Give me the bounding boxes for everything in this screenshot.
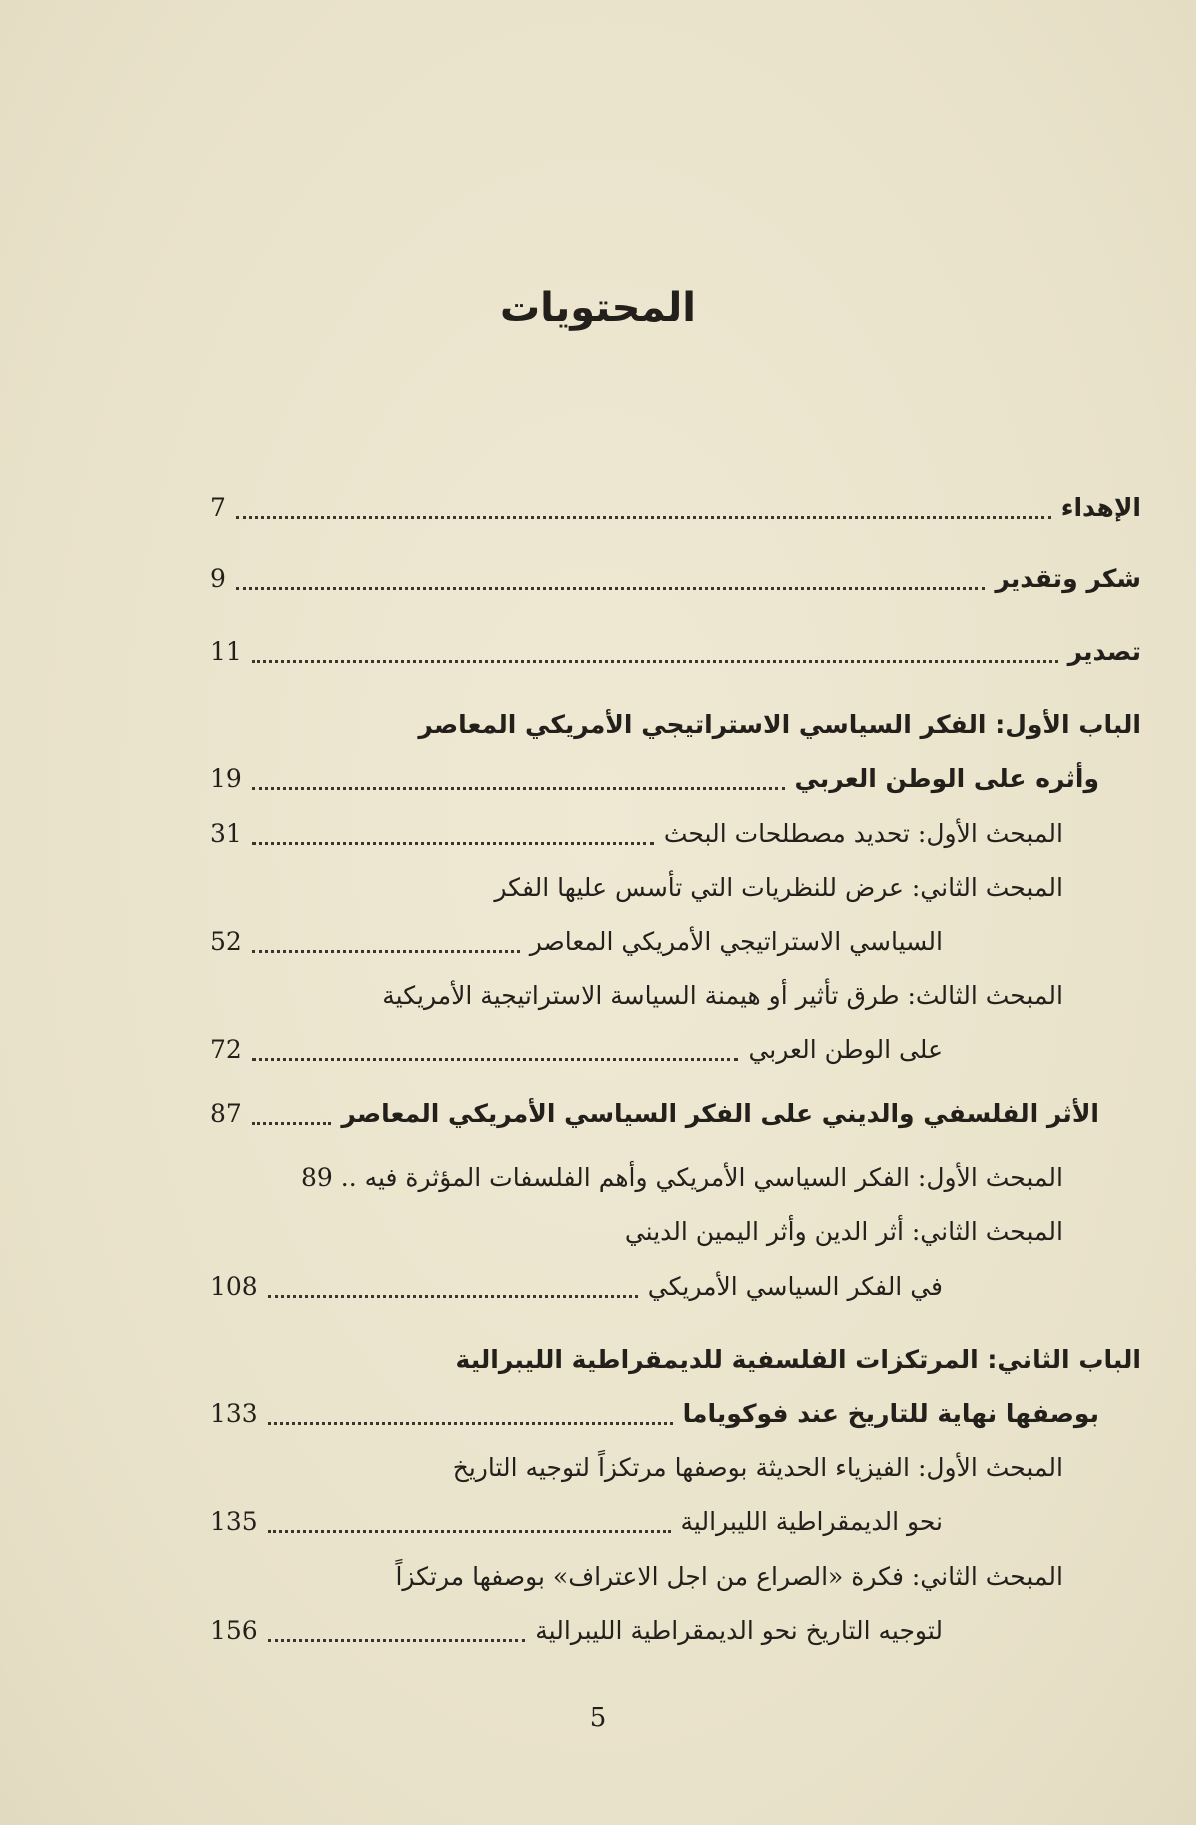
toc-entry bbox=[210, 814, 1063, 854]
toc-entry-title: الأثر الفلسفي والديني على الفكر السياسي الأمريكي المعاصر bbox=[341, 1099, 1099, 1128]
toc-entry-title: المبحث الثالث: طرق تأثير أو هيمنة السياسة الاستراتيجية الأمريكية bbox=[382, 981, 1063, 1010]
toc-entry-title: وأثره على الوطن العربي bbox=[794, 764, 1099, 793]
leader-dots bbox=[252, 1122, 332, 1125]
toc-page-number: 135 bbox=[210, 1507, 258, 1536]
toc-entry-title: المبحث الأول: الفيزياء الحديثة بوصفها مرتكزاً لتوجيه التاريخ bbox=[452, 1453, 1063, 1482]
toc-entry-title: بوصفها نهاية للتاريخ عند فوكوياما bbox=[682, 1399, 1099, 1428]
toc-page-number: 89 bbox=[300, 1163, 333, 1192]
toc-page-number: 7 bbox=[210, 493, 226, 522]
toc-entry bbox=[210, 1158, 1063, 1198]
toc-entry bbox=[210, 1030, 943, 1070]
toc-page-number: 9 bbox=[210, 564, 226, 593]
toc-entry bbox=[210, 488, 1141, 528]
toc-page-number: 108 bbox=[210, 1272, 258, 1301]
toc-entry-title: لتوجيه التاريخ نحو الديمقراطية الليبرالية bbox=[535, 1616, 943, 1645]
leader-dots bbox=[252, 1058, 739, 1061]
toc-entry-title: شكر وتقدير bbox=[995, 564, 1141, 593]
toc-entry bbox=[210, 1502, 943, 1542]
toc-entry bbox=[210, 1094, 1099, 1134]
toc-entry-title: تصدير bbox=[1067, 637, 1141, 666]
toc-entry bbox=[210, 632, 1141, 672]
toc-entry bbox=[210, 559, 1141, 599]
toc-entry bbox=[210, 922, 943, 962]
toc-entry-title: نحو الديمقراطية الليبرالية bbox=[680, 1507, 943, 1536]
leader-dots bbox=[268, 1422, 673, 1425]
toc-page-number: 19 bbox=[210, 764, 242, 793]
leader-dots bbox=[252, 660, 1058, 663]
toc-entry bbox=[210, 1394, 1099, 1434]
toc-page-number: 11 bbox=[210, 637, 242, 666]
leader-dots bbox=[268, 1295, 638, 1298]
toc-entry-title: المبحث الأول: الفكر السياسي الأمريكي وأهم الفلسفات المؤثرة فيه .. bbox=[340, 1163, 1063, 1192]
toc-page-number: 156 bbox=[210, 1616, 258, 1645]
toc-page-number: 31 bbox=[210, 819, 242, 848]
toc-entry-title: المبحث الثاني: أثر الدين وأثر اليمين الديني bbox=[624, 1217, 1063, 1246]
toc-entry bbox=[210, 1611, 943, 1651]
toc-entry-title: الإهداء bbox=[1060, 493, 1141, 522]
toc-entry-title: في الفكر السياسي الأمريكي bbox=[647, 1272, 943, 1301]
leader-dots bbox=[252, 787, 785, 790]
toc-entry bbox=[210, 1267, 943, 1307]
toc-entry bbox=[210, 759, 1099, 799]
toc-page-number: 87 bbox=[210, 1099, 242, 1128]
leader-dots bbox=[268, 1639, 526, 1642]
page-title: المحتويات bbox=[499, 285, 696, 331]
leader-dots bbox=[252, 842, 654, 845]
leader-dots bbox=[252, 950, 520, 953]
toc-page-number: 72 bbox=[210, 1035, 242, 1064]
leader-dots bbox=[236, 587, 985, 590]
toc-entry-title: على الوطن العربي bbox=[748, 1035, 943, 1064]
toc-entry-title: المبحث الثاني: فكرة «الصراع من اجل الاعتراف» بوصفها مرتكزاً bbox=[395, 1562, 1063, 1591]
part-heading: الباب الأول: الفكر السياسي الاستراتيجي الأمريكي المعاصر bbox=[418, 710, 1141, 739]
part-heading: الباب الثاني: المرتكزات الفلسفية للديمقراطية الليبرالية bbox=[455, 1345, 1141, 1374]
leader-dots bbox=[236, 516, 1051, 519]
toc-entry-title: المبحث الثاني: عرض للنظريات التي تأسس عليها الفكر bbox=[494, 873, 1063, 902]
toc-page-number: 133 bbox=[210, 1399, 258, 1428]
page-number: 5 bbox=[589, 1703, 607, 1733]
toc-page-number: 52 bbox=[210, 927, 242, 956]
toc-entry-title: السياسي الاستراتيجي الأمريكي المعاصر bbox=[529, 927, 943, 956]
leader-dots bbox=[268, 1530, 671, 1533]
toc-entry-title: المبحث الأول: تحديد مصطلحات البحث bbox=[663, 819, 1063, 848]
